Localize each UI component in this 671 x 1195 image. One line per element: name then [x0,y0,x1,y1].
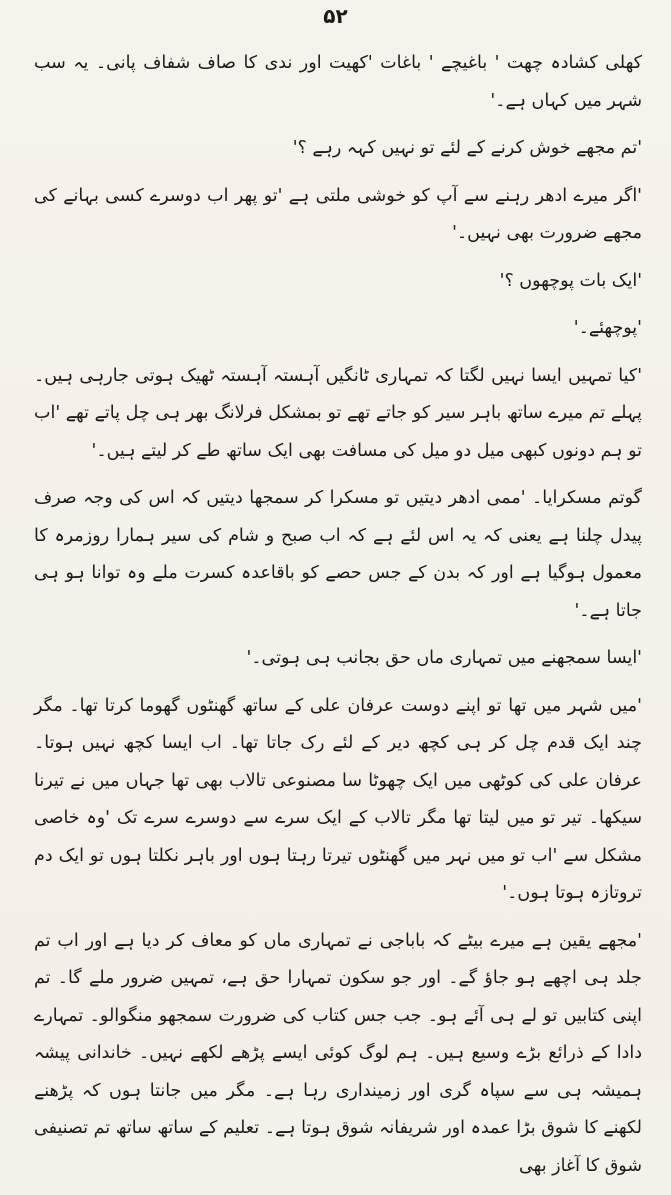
paragraph: 'پوچھئے۔' [573,318,642,338]
paragraph: 'تم مجھے خوش کرنے کے لئے تو نہیں کہہ رہے ؟' [292,138,642,158]
paragraph: 'اگر میرے ادھر رہنے سے آپ کو خوشی ملتی ہے 'تو پھر اب دوسرے کسی بہانے کی مجھے ضرورت بھی نہیں۔' [34,185,642,243]
paragraph: 'میں شہر میں تھا تو اپنے دوست عرفان علی کے ساتھ گھنٹوں گھوما کرتا تھا۔ مگر چند ایک قدم چل کر ہی کچھ دیر کے لئے رک جاتا تھا۔ اب ایسا کچھ نہیں ہوتا۔ عرفان علی کی کوٹھی میں ایک چھوٹا سا مصنوعی تالاب بھی تھا جہاں میں نے تیرنا سیکھا۔ تیر تو میں لیتا تھا مگر تالاب کے ایک سرے سے دوسرے سرے تک 'وہ خاصی مشکل سے 'اب تو میں نہر میں گھنٹوں تیرتا رہتا ہوں اور باہر نکلتا ہوں تو ایک دم تروتازہ ہوتا ہوں۔' [34,695,642,903]
paragraph: 'کیا تمہیں ایسا نہیں لگتا کہ تمہاری ٹانگیں آہستہ آہستہ ٹھیک ہوتی جارہی ہیں۔ پہلے تم میرے ساتھ باہر سیر کو جاتے تھے تو بمشکل فرلانگ بھر ہی چل پاتے تھے 'اب تو ہم دونوں کبھی میل دو میل کی مسافت بھی ایک ساتھ طے کر لیتے ہیں۔' [34,365,642,461]
paragraph: 'مجھے یقین ہے میرے بیٹے کہ باباجی نے تمہاری ماں کو معاف کر دیا ہے اور اب تم جلد ہی اچھے ہو جاؤ گے۔ اور جو سکون تمہارا حق ہے، تمہیں ضرور ملے گا۔ تم اپنی کتابیں تو لے ہی آئے ہو۔ جب جس کتاب کی ضرورت سمجھو منگوالو۔ تمہارے دادا کے ذرائع بڑے وسیع ہیں۔ ہم لوگ کوئی ایسے پڑھے لکھے نہیں۔ خاندانی پیشہ ہمیشہ ہی سے سپاہ گری اور زمینداری رہا ہے۔ مگر میں جانتا ہوں کہ پڑھنے لکھنے کا شوق بڑا عمدہ اور شریفانہ شوق ہوتا ہے۔ تعلیم کے ساتھ ساتھ تم تصنیفی شوق کا آغاز بھی [34,930,642,1176]
paragraph: کھلی کشادہ چھت ' باغیچے ' باغات 'کھیت اور ندی کا صاف شفاف پانی۔ یہ سب شہر میں کہاں ہے۔' [34,53,642,111]
paragraph: 'ایسا سمجھنے میں تمہاری ماں حق بجانب ہی ہوتی۔' [246,648,642,668]
page-body-text [34,45,642,1195]
paragraph: گوتم مسکرایا۔ 'ممی ادھر دیتیں تو مسکرا کر سمجھا دیتیں کہ اس کی وجہ صرف پیدل چلنا ہے یعنی کہ یہ اس لئے ہے کہ اب صبح و شام کی سیر ہمارا روزمرہ کا معمول ہوگیا ہے اور کہ بدن کے جس حصے کو باقاعدہ کسرت ملے وہ توانا ہو ہی جاتا ہے۔' [34,488,642,621]
paragraph: 'ایک بات پوچھوں ؟' [499,270,642,291]
page-number: ۵۲ [323,4,348,28]
